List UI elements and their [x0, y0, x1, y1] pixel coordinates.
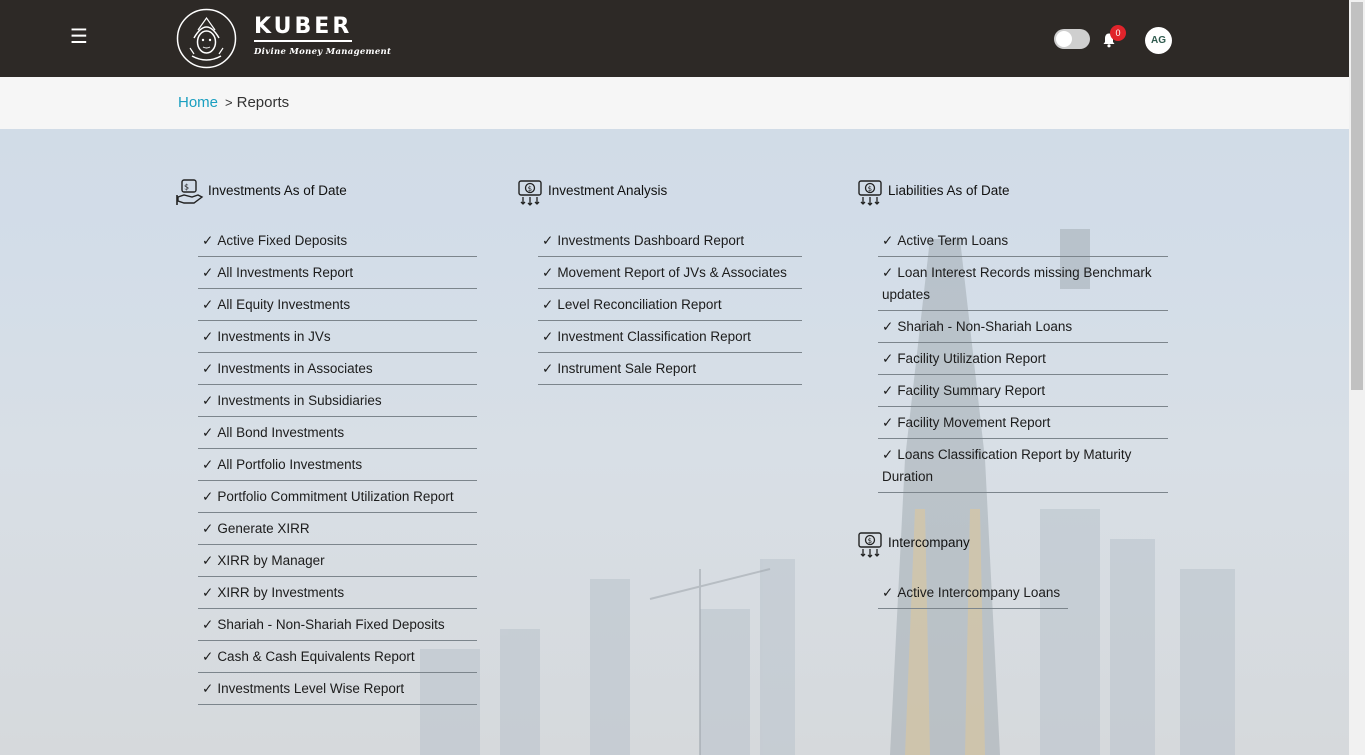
check-mark: ✓ — [202, 649, 214, 664]
notification-count-badge: 0 — [1110, 25, 1126, 41]
breadcrumb-home-link[interactable]: Home — [178, 94, 219, 111]
section-title: Intercompany — [888, 535, 970, 550]
report-link[interactable] — [198, 513, 477, 545]
report-link[interactable] — [198, 673, 477, 705]
report-link[interactable] — [878, 375, 1168, 407]
check-mark: ✓ — [202, 393, 214, 408]
report-link[interactable] — [538, 257, 802, 289]
report-link[interactable] — [878, 257, 1168, 311]
breadcrumb-current: Reports — [236, 94, 290, 111]
breadcrumb — [178, 94, 289, 112]
money-arrows-icon — [856, 177, 886, 207]
report-link[interactable] — [198, 257, 477, 289]
report-link[interactable] — [198, 641, 477, 673]
menu-icon[interactable]: ☰ — [70, 26, 88, 48]
report-label: Movement Report of JVs & Associates — [557, 265, 787, 280]
check-mark: ✓ — [202, 489, 214, 504]
report-link[interactable] — [198, 577, 477, 609]
report-label: Generate XIRR — [217, 521, 310, 536]
scrollbar-thumb[interactable] — [1351, 2, 1363, 390]
report-label: Facility Movement Report — [897, 415, 1051, 430]
report-link[interactable] — [198, 545, 477, 577]
check-mark: ✓ — [202, 297, 214, 312]
report-label: Investments in Subsidiaries — [217, 393, 382, 408]
report-list — [878, 577, 1068, 609]
check-mark: ✓ — [202, 361, 214, 376]
report-label: Active Intercompany Loans — [897, 585, 1061, 600]
investment-hand-coin-icon — [176, 177, 206, 207]
check-mark: ✓ — [882, 383, 894, 398]
section-title: Investment Analysis — [548, 183, 668, 198]
report-link[interactable] — [198, 353, 477, 385]
check-mark: ✓ — [202, 233, 214, 248]
check-mark: ✓ — [202, 265, 214, 280]
report-label: Investments in JVs — [217, 329, 331, 344]
check-mark: ✓ — [202, 457, 214, 472]
report-label: All Investments Report — [217, 265, 354, 280]
check-mark: ✓ — [202, 329, 214, 344]
report-label: Cash & Cash Equivalents Report — [217, 649, 415, 664]
check-mark: ✓ — [202, 617, 214, 632]
report-label: Instrument Sale Report — [557, 361, 697, 376]
check-mark: ✓ — [882, 447, 894, 462]
report-label: Loan Interest Records missing Benchmark updates — [882, 265, 1152, 302]
check-mark: ✓ — [202, 425, 214, 440]
check-mark: ✓ — [542, 297, 554, 312]
report-list — [878, 225, 1168, 493]
report-label: Facility Summary Report — [897, 383, 1046, 398]
svg-text:$: $ — [527, 185, 533, 193]
report-link[interactable] — [878, 311, 1168, 343]
svg-text:$: $ — [867, 537, 873, 545]
check-mark: ✓ — [202, 521, 214, 536]
check-mark: ✓ — [202, 681, 214, 696]
check-mark: ✓ — [202, 585, 214, 600]
report-list — [538, 225, 802, 385]
check-mark: ✓ — [882, 351, 894, 366]
report-list — [198, 225, 477, 705]
report-label: XIRR by Investments — [217, 585, 345, 600]
section-title: Liabilities As of Date — [888, 183, 1010, 198]
report-link[interactable] — [198, 417, 477, 449]
brand-name: KUBER — [254, 14, 352, 42]
report-label: Investments Level Wise Report — [217, 681, 405, 696]
report-link[interactable] — [198, 449, 477, 481]
report-link[interactable] — [538, 353, 802, 385]
report-link[interactable] — [198, 609, 477, 641]
report-label: All Portfolio Investments — [217, 457, 363, 472]
report-link[interactable] — [878, 225, 1168, 257]
report-label: XIRR by Manager — [217, 553, 325, 568]
check-mark: ✓ — [542, 329, 554, 344]
svg-text:$: $ — [184, 182, 190, 192]
money-arrows-icon — [856, 529, 886, 559]
check-mark: ✓ — [882, 265, 894, 280]
report-label: Shariah - Non-Shariah Fixed Deposits — [217, 617, 445, 632]
report-link[interactable] — [198, 289, 477, 321]
breadcrumb-separator: > — [225, 95, 233, 110]
check-mark: ✓ — [202, 553, 214, 568]
report-label: Active Term Loans — [897, 233, 1009, 248]
kuber-logo-icon — [176, 8, 237, 69]
check-mark: ✓ — [882, 319, 894, 334]
report-label: Level Reconciliation Report — [557, 297, 722, 312]
report-link[interactable] — [538, 289, 802, 321]
money-arrows-icon — [516, 177, 546, 207]
report-label: All Equity Investments — [217, 297, 351, 312]
report-link[interactable] — [878, 343, 1168, 375]
report-label: Investments in Associates — [217, 361, 373, 376]
report-label: Shariah - Non-Shariah Loans — [897, 319, 1073, 334]
report-link[interactable] — [198, 225, 477, 257]
report-link[interactable] — [878, 407, 1168, 439]
breadcrumb-bar — [0, 77, 1349, 129]
report-label: Investment Classification Report — [557, 329, 751, 344]
report-label: All Bond Investments — [217, 425, 345, 440]
section-title: Investments As of Date — [208, 183, 347, 198]
top-navbar — [0, 0, 1349, 77]
report-label: Loans Classification Report by Maturity Duration — [882, 447, 1132, 484]
check-mark: ✓ — [542, 233, 554, 248]
report-link[interactable] — [198, 321, 477, 353]
theme-toggle[interactable] — [1054, 29, 1090, 49]
report-link[interactable] — [878, 577, 1068, 609]
svg-text:$: $ — [867, 185, 873, 193]
report-link[interactable] — [538, 225, 802, 257]
report-label: Active Fixed Deposits — [217, 233, 348, 248]
user-avatar[interactable]: AG — [1145, 27, 1172, 54]
check-mark: ✓ — [542, 361, 554, 376]
report-label: Facility Utilization Report — [897, 351, 1046, 366]
check-mark: ✓ — [882, 585, 894, 600]
report-link[interactable] — [198, 385, 477, 417]
page-scrollbar[interactable] — [1349, 0, 1365, 755]
report-link[interactable] — [538, 321, 802, 353]
report-label: Portfolio Commitment Utilization Report — [217, 489, 454, 504]
toggle-knob — [1056, 31, 1072, 47]
check-mark: ✓ — [542, 265, 554, 280]
check-mark: ✓ — [882, 415, 894, 430]
report-link[interactable] — [878, 439, 1168, 493]
report-label: Investments Dashboard Report — [557, 233, 745, 248]
report-link[interactable] — [198, 481, 477, 513]
check-mark: ✓ — [882, 233, 894, 248]
brand-tagline: Divine Money Management — [254, 47, 392, 57]
